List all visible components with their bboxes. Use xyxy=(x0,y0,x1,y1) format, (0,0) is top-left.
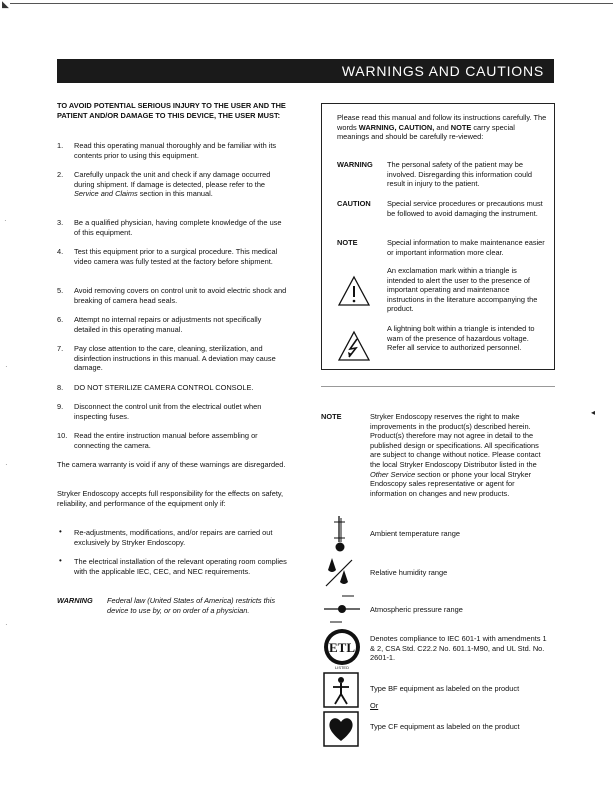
bullet-dot: • xyxy=(59,527,62,536)
item-text: Test this equipment prior to a surgical procedure. This medical video camera was fully tested at the factory before shipment. xyxy=(74,247,278,266)
margin-dot: · xyxy=(5,620,8,629)
margin-dot: · xyxy=(5,362,8,371)
section-divider xyxy=(321,386,555,387)
item-text: Disconnect the control unit from the electrical outlet when inspecting fuses. xyxy=(74,402,262,421)
pressure-gauge-icon xyxy=(322,592,362,626)
margin-dot: · xyxy=(5,460,8,469)
definition-text-note: Special information to make maintenance easier or important information more clear. xyxy=(387,238,545,257)
symbol-text-type-bf: Type BF equipment as labeled on the product xyxy=(370,684,520,693)
item-text: DO NOT STERILIZE CAMERA CONTROL CONSOLE. xyxy=(74,383,254,392)
note-text: Stryker Endoscopy reserves the right to make improvements in the product(s) described herein. Product(s) therefore may not agree in detail to the published design or specifications. All specifications are subject to change without notice. Please contact the local Stryker Endoscopy Distributor listed in the Other Service section or phone your local Stryker Endoscopy sales representative or agent for information on changes and new products. xyxy=(370,412,541,498)
top-rule xyxy=(10,3,613,4)
etl-listed-icon xyxy=(322,627,362,671)
definition-text-warning: The personal safety of the patient may be involved. Disregarding this information could result in injury to the patient. xyxy=(387,160,533,189)
federal-warning-label: WARNING xyxy=(57,596,93,605)
bullet-dot: • xyxy=(59,556,62,565)
lightning-triangle-icon xyxy=(337,330,371,362)
symbol-text-humidity: Relative humidity range xyxy=(370,568,448,577)
bullet-text: The electrical installation of the relevant operating room complies with the applicable IEC, CEC, and NEC requirements. xyxy=(74,557,287,576)
margin-dot: · xyxy=(4,216,7,225)
item-number: 2. xyxy=(57,170,64,179)
item-number: 1. xyxy=(57,141,64,150)
exclamation-triangle-icon xyxy=(337,275,371,307)
symbol-text-pressure: Atmospheric pressure range xyxy=(370,605,463,614)
definition-label-caution: CAUTION xyxy=(337,199,371,208)
intro-heading: TO AVOID POTENTIAL SERIOUS INJURY TO THE USER AND THE PATIENT AND/OR DAMAGE TO THIS DEVICE, THE USER MUST: xyxy=(57,101,286,120)
or-label: Or xyxy=(370,701,379,710)
item-text: Read the entire instruction manual before assembling or connecting the camera. xyxy=(74,431,258,450)
humidity-drops-icon xyxy=(322,556,356,590)
item-number: 8. xyxy=(57,383,64,392)
section-header-bar xyxy=(57,59,554,83)
symbol-text-type-cf: Type CF equipment as labeled on the product xyxy=(370,722,520,731)
lightning-text: A lightning bolt within a triangle is intended to warn of the presence of hazardous voltage. Refer all service to authorized personnel. xyxy=(387,324,535,353)
federal-warning-text: Federal law (United States of America) restricts this device to use by, or on order of a physician. xyxy=(107,596,276,615)
box-intro: Please read this manual and follow its instructions carefully. The words WARNING, CAUTION, and NOTE carry special meanings and should be carefully re-viewed: xyxy=(337,113,547,142)
item-text: Pay close attention to the care, cleaning, sterilization, and disinfection instructions in this manual. A deviation may cause damage. xyxy=(74,344,276,373)
note-label: NOTE xyxy=(321,412,342,421)
item-text: Carefully unpack the unit and check if any damage occurred during shipment. If damage is detected, please refer to the Service and Claims section in this manual. xyxy=(74,170,271,199)
symbol-text-compliance: Denotes compliance to IEC 601-1 with amendments 1 & 2, CSA Std. C22.2 No. 601.1-M90, and UL Std. No. 2601-1. xyxy=(370,634,547,663)
etl-badge-text: ETL xyxy=(328,640,356,655)
item-number: 3. xyxy=(57,218,64,227)
item-number: 6. xyxy=(57,315,64,324)
item-number: 10. xyxy=(57,431,68,440)
thermometer-icon xyxy=(322,514,356,554)
etl-listed-text: LISTED xyxy=(334,665,350,670)
warranty-text: The camera warranty is void if any of these warnings are disregarded. xyxy=(57,460,286,469)
item-number: 5. xyxy=(57,286,64,295)
type-cf-heart-icon xyxy=(323,711,359,747)
margin-arrow-icon: ◂ xyxy=(591,408,596,417)
definition-label-warning: WARNING xyxy=(337,160,373,169)
type-bf-person-icon xyxy=(323,672,359,708)
exclamation-text: An exclamation mark within a triangle is intended to alert the user to the presence of important operating and maintenance instructions in the literature accompanying the product. xyxy=(387,266,538,314)
item-number: 4. xyxy=(57,247,64,256)
bullet-text: Re-adjustments, modifications, and/or repairs are carried out exclusively by Stryker Endoscopy. xyxy=(74,528,273,547)
section-title: WARNINGS AND CAUTIONS xyxy=(341,63,544,79)
definition-text-caution: Special service procedures or precautions must be followed to avoid damaging the instrument. xyxy=(387,199,543,218)
item-text: Be a qualified physician, having complete knowledge of the use of this equipment. xyxy=(74,218,282,237)
corner-mark: ◣ xyxy=(2,0,9,9)
symbol-text-temperature: Ambient temperature range xyxy=(370,529,460,538)
item-text: Read this operating manual thoroughly and be familiar with its contents prior to using this equipment. xyxy=(74,141,277,160)
item-text: Avoid removing covers on control unit to avoid electric shock and breaking of camera head seals. xyxy=(74,286,287,305)
definition-label-note: NOTE xyxy=(337,238,358,247)
item-text: Attempt no internal repairs or adjustments not specifically detailed in this operating manual. xyxy=(74,315,262,334)
item-number: 9. xyxy=(57,402,64,411)
responsibility-text: Stryker Endoscopy accepts full responsibility for the effects on safety, reliability, and performance of the equipment only if: xyxy=(57,489,284,508)
item-number: 7. xyxy=(57,344,64,353)
